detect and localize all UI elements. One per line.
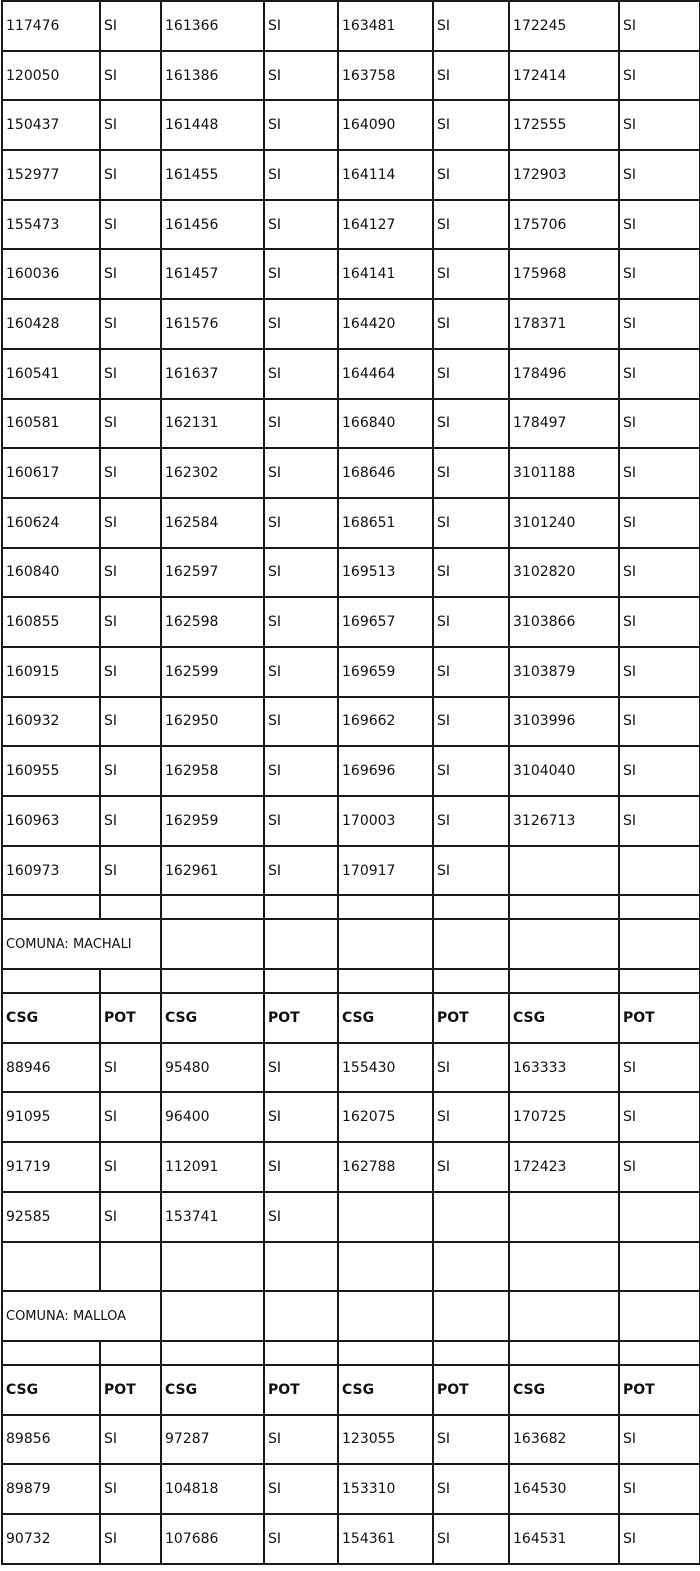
- csg-cell: 88946: [2, 1043, 100, 1093]
- pot-cell: SI: [433, 1464, 509, 1514]
- csg-header: CSG: [509, 993, 619, 1043]
- table-row: [2, 1, 700, 51]
- table-row: [2, 150, 700, 200]
- pot-header: POT: [264, 1365, 338, 1415]
- pot-cell: SI: [619, 399, 700, 449]
- table-row: [2, 498, 700, 548]
- pot-cell: SI: [619, 448, 700, 498]
- pot-cell: SI: [433, 498, 509, 548]
- pot-cell: SI: [264, 100, 338, 150]
- csg-cell: 161448: [161, 100, 264, 150]
- csg-cell: 107686: [161, 1514, 264, 1564]
- table-row: [2, 746, 700, 796]
- empty-cell: [2, 1341, 100, 1365]
- csg-cell: 170917: [338, 846, 433, 896]
- pot-cell: SI: [100, 100, 161, 150]
- csg-cell: 120050: [2, 51, 100, 101]
- csg-cell: 162131: [161, 399, 264, 449]
- table-row: [2, 1192, 700, 1242]
- csg-cell: 162788: [338, 1142, 433, 1192]
- csg-cell: 90732: [2, 1514, 100, 1564]
- empty-cell: [338, 1341, 433, 1365]
- csg-cell: 162599: [161, 647, 264, 697]
- csg-cell: 3102820: [509, 548, 619, 598]
- pot-header: POT: [619, 1365, 700, 1415]
- csg-cell: 160915: [2, 647, 100, 697]
- csg-cell: 172414: [509, 51, 619, 101]
- csg-cell: 160963: [2, 796, 100, 846]
- pot-cell: SI: [264, 647, 338, 697]
- pot-cell: SI: [619, 100, 700, 150]
- pot-cell: SI: [264, 1464, 338, 1514]
- csg-cell: 3103879: [509, 647, 619, 697]
- csg-cell: 96400: [161, 1092, 264, 1142]
- pot-cell: SI: [100, 299, 161, 349]
- pot-cell: SI: [100, 399, 161, 449]
- pot-cell: SI: [100, 448, 161, 498]
- csg-cell: 3101188: [509, 448, 619, 498]
- csg-cell: 163333: [509, 1043, 619, 1093]
- csg-cell: 155430: [338, 1043, 433, 1093]
- pot-cell: SI: [433, 299, 509, 349]
- empty-cell: [100, 895, 161, 919]
- pot-cell: SI: [619, 200, 700, 250]
- csg-cell: 89856: [2, 1415, 100, 1465]
- pot-cell: SI: [619, 697, 700, 747]
- empty-cell: [338, 1242, 433, 1292]
- empty-cell: [433, 919, 509, 969]
- pot-cell: SI: [264, 1192, 338, 1242]
- csg-cell: 163481: [338, 1, 433, 51]
- pot-cell: SI: [619, 1415, 700, 1465]
- pot-cell: SI: [100, 498, 161, 548]
- pot-cell: SI: [619, 498, 700, 548]
- table-row: [2, 647, 700, 697]
- empty-cell: [100, 1242, 161, 1292]
- csg-cell: 172423: [509, 1142, 619, 1192]
- pot-cell: SI: [100, 1043, 161, 1093]
- csg-cell: 112091: [161, 1142, 264, 1192]
- csg-cell: 162075: [338, 1092, 433, 1142]
- empty-cell: [338, 969, 433, 993]
- pot-cell: SI: [264, 697, 338, 747]
- csg-cell: 160541: [2, 349, 100, 399]
- table-row: [2, 1092, 700, 1142]
- pot-cell: SI: [433, 647, 509, 697]
- pot-header: POT: [100, 1365, 161, 1415]
- empty-row: [2, 1242, 700, 1292]
- header-row: [2, 1365, 700, 1415]
- pot-cell: SI: [100, 1092, 161, 1142]
- empty-cell: [161, 1291, 264, 1341]
- table-row: [2, 1514, 700, 1564]
- empty-cell: [161, 919, 264, 969]
- pot-cell: SI: [264, 597, 338, 647]
- pot-cell: SI: [100, 1415, 161, 1465]
- empty-cell: [509, 1242, 619, 1292]
- csg-cell: 166840: [338, 399, 433, 449]
- pot-cell: SI: [100, 200, 161, 250]
- csg-cell: 3126713: [509, 796, 619, 846]
- csg-cell: 162950: [161, 697, 264, 747]
- pot-cell: SI: [619, 1043, 700, 1093]
- pot-cell: SI: [100, 1192, 161, 1242]
- csg-cell: 160036: [2, 249, 100, 299]
- csg-cell: 169513: [338, 548, 433, 598]
- empty-cell: [264, 969, 338, 993]
- csg-cell: 160855: [2, 597, 100, 647]
- pot-header: POT: [619, 993, 700, 1043]
- table-row: [2, 100, 700, 150]
- csg-cell: 168651: [338, 498, 433, 548]
- pot-cell: SI: [100, 1464, 161, 1514]
- csg-cell: 3103996: [509, 697, 619, 747]
- empty-cell: [619, 1242, 700, 1292]
- comuna-title: COMUNA: MALLOA: [2, 1291, 161, 1341]
- table-row: [2, 448, 700, 498]
- pot-cell: SI: [100, 249, 161, 299]
- csg-cell: 164531: [509, 1514, 619, 1564]
- pot-cell: SI: [264, 249, 338, 299]
- pot-cell: SI: [433, 846, 509, 896]
- pot-cell: SI: [619, 746, 700, 796]
- pot-cell: SI: [433, 349, 509, 399]
- pot-cell: SI: [619, 548, 700, 598]
- csg-cell: 150437: [2, 100, 100, 150]
- table-row: [2, 349, 700, 399]
- pot-cell: SI: [264, 846, 338, 896]
- csg-header: CSG: [509, 1365, 619, 1415]
- csg-cell: 169696: [338, 746, 433, 796]
- pot-cell: SI: [100, 150, 161, 200]
- csg-cell: 175706: [509, 200, 619, 250]
- pot-cell: SI: [433, 399, 509, 449]
- table-row: [2, 796, 700, 846]
- csg-cell: 161456: [161, 200, 264, 250]
- pot-cell: SI: [433, 200, 509, 250]
- table-row: [2, 399, 700, 449]
- csg-cell: 175968: [509, 249, 619, 299]
- pot-cell: SI: [433, 51, 509, 101]
- table-row: [2, 1142, 700, 1192]
- empty-cell: [338, 895, 433, 919]
- pot-cell: SI: [100, 548, 161, 598]
- csg-cell: 160581: [2, 399, 100, 449]
- csg-cell: 161386: [161, 51, 264, 101]
- pot-cell: SI: [619, 299, 700, 349]
- empty-row: [2, 969, 700, 993]
- csg-cell: 178371: [509, 299, 619, 349]
- pot-cell: SI: [433, 1092, 509, 1142]
- pot-cell: [619, 1192, 700, 1242]
- csg-header: CSG: [161, 1365, 264, 1415]
- pot-cell: SI: [100, 796, 161, 846]
- csg-cell: 160973: [2, 846, 100, 896]
- pot-cell: SI: [619, 150, 700, 200]
- pot-cell: SI: [264, 1415, 338, 1465]
- pot-cell: SI: [619, 249, 700, 299]
- pot-cell: SI: [433, 1415, 509, 1465]
- table-body: [2, 1, 700, 1564]
- pot-cell: SI: [264, 200, 338, 250]
- empty-cell: [264, 1341, 338, 1365]
- csg-cell: 89879: [2, 1464, 100, 1514]
- csg-cell: 152977: [2, 150, 100, 200]
- table-row: [2, 697, 700, 747]
- empty-cell: [619, 1291, 700, 1341]
- pot-cell: SI: [433, 697, 509, 747]
- table-row: [2, 1043, 700, 1093]
- empty-cell: [433, 969, 509, 993]
- pot-cell: SI: [433, 796, 509, 846]
- empty-cell: [264, 895, 338, 919]
- empty-row: [2, 895, 700, 919]
- empty-cell: [338, 919, 433, 969]
- csg-cell: 164127: [338, 200, 433, 250]
- csg-cell: 169662: [338, 697, 433, 747]
- empty-cell: [2, 895, 100, 919]
- empty-cell: [433, 1291, 509, 1341]
- csg-cell: 172245: [509, 1, 619, 51]
- empty-cell: [509, 1341, 619, 1365]
- empty-cell: [264, 1291, 338, 1341]
- pot-cell: SI: [264, 1514, 338, 1564]
- empty-cell: [264, 1242, 338, 1292]
- table-row: [2, 597, 700, 647]
- csg-cell: 162584: [161, 498, 264, 548]
- empty-cell: [161, 969, 264, 993]
- pot-cell: SI: [433, 1142, 509, 1192]
- csg-cell: 3101240: [509, 498, 619, 548]
- csg-cell: 97287: [161, 1415, 264, 1465]
- pot-header: POT: [100, 993, 161, 1043]
- csg-cell: [509, 846, 619, 896]
- csg-cell: 154361: [338, 1514, 433, 1564]
- empty-cell: [2, 1242, 100, 1292]
- csg-cell: 160617: [2, 448, 100, 498]
- pot-cell: SI: [433, 1514, 509, 1564]
- table-row: [2, 846, 700, 896]
- comuna-row: [2, 1291, 700, 1341]
- pot-cell: SI: [100, 846, 161, 896]
- pot-cell: SI: [100, 597, 161, 647]
- pot-cell: SI: [619, 1514, 700, 1564]
- pot-cell: SI: [433, 150, 509, 200]
- pot-cell: [619, 846, 700, 896]
- pot-cell: SI: [433, 597, 509, 647]
- table-row: [2, 51, 700, 101]
- csg-cell: 161457: [161, 249, 264, 299]
- pot-cell: SI: [433, 249, 509, 299]
- csg-cell: 162302: [161, 448, 264, 498]
- csg-header: CSG: [161, 993, 264, 1043]
- empty-cell: [2, 969, 100, 993]
- csg-cell: 168646: [338, 448, 433, 498]
- pot-header: POT: [433, 993, 509, 1043]
- pot-cell: SI: [619, 1, 700, 51]
- csg-cell: 160428: [2, 299, 100, 349]
- csg-cell: 153741: [161, 1192, 264, 1242]
- empty-cell: [619, 969, 700, 993]
- csg-header: CSG: [338, 1365, 433, 1415]
- csg-cell: 163682: [509, 1415, 619, 1465]
- table-row: [2, 299, 700, 349]
- csg-cell: 160932: [2, 697, 100, 747]
- pot-cell: SI: [264, 349, 338, 399]
- header-row: [2, 993, 700, 1043]
- pot-cell: SI: [100, 746, 161, 796]
- empty-cell: [619, 895, 700, 919]
- csg-cell: 153310: [338, 1464, 433, 1514]
- empty-cell: [161, 1341, 264, 1365]
- pot-cell: SI: [433, 1, 509, 51]
- csg-cell: 123055: [338, 1415, 433, 1465]
- pot-cell: SI: [264, 1, 338, 51]
- csg-cell: 161576: [161, 299, 264, 349]
- csg-cell: 170003: [338, 796, 433, 846]
- pot-cell: SI: [100, 1514, 161, 1564]
- pot-cell: SI: [433, 746, 509, 796]
- csg-cell: 164141: [338, 249, 433, 299]
- pot-cell: SI: [264, 498, 338, 548]
- csg-cell: 164114: [338, 150, 433, 200]
- csg-cell: 160624: [2, 498, 100, 548]
- empty-cell: [509, 1291, 619, 1341]
- pot-cell: SI: [433, 448, 509, 498]
- empty-cell: [433, 1341, 509, 1365]
- empty-cell: [619, 1341, 700, 1365]
- csg-cell: 117476: [2, 1, 100, 51]
- csg-cell: 92585: [2, 1192, 100, 1242]
- pot-cell: SI: [100, 647, 161, 697]
- csg-cell: 172903: [509, 150, 619, 200]
- pot-cell: SI: [619, 1142, 700, 1192]
- csg-cell: 162598: [161, 597, 264, 647]
- csg-cell: 164464: [338, 349, 433, 399]
- empty-row: [2, 1341, 700, 1365]
- pot-cell: SI: [433, 548, 509, 598]
- pot-cell: SI: [264, 746, 338, 796]
- empty-cell: [509, 969, 619, 993]
- pot-cell: SI: [264, 51, 338, 101]
- csg-cell: 164530: [509, 1464, 619, 1514]
- csg-cell: 91719: [2, 1142, 100, 1192]
- pot-cell: SI: [264, 299, 338, 349]
- pot-cell: SI: [433, 100, 509, 150]
- comuna-title: COMUNA: MACHALI: [2, 919, 161, 969]
- pot-cell: SI: [619, 51, 700, 101]
- pot-cell: SI: [619, 796, 700, 846]
- csg-cell: 95480: [161, 1043, 264, 1093]
- csg-cell: 170725: [509, 1092, 619, 1142]
- empty-cell: [264, 919, 338, 969]
- csg-cell: 164420: [338, 299, 433, 349]
- table-row: [2, 200, 700, 250]
- csg-cell: 162597: [161, 548, 264, 598]
- table-row: [2, 1415, 700, 1465]
- pot-cell: SI: [619, 1464, 700, 1514]
- pot-cell: SI: [264, 399, 338, 449]
- csg-cell: 91095: [2, 1092, 100, 1142]
- pot-cell: SI: [619, 647, 700, 697]
- csg-header: CSG: [2, 993, 100, 1043]
- csg-cell: 162958: [161, 746, 264, 796]
- pot-cell: SI: [433, 1043, 509, 1093]
- csg-cell: 162959: [161, 796, 264, 846]
- table-row: [2, 249, 700, 299]
- pot-cell: SI: [619, 349, 700, 399]
- empty-cell: [161, 1242, 264, 1292]
- csg-cell: 169659: [338, 647, 433, 697]
- pot-cell: SI: [264, 796, 338, 846]
- csg-header: CSG: [338, 993, 433, 1043]
- csg-cell: 161455: [161, 150, 264, 200]
- table-row: [2, 548, 700, 598]
- empty-cell: [619, 919, 700, 969]
- csg-cell: 3103866: [509, 597, 619, 647]
- empty-cell: [433, 1242, 509, 1292]
- pot-cell: SI: [264, 150, 338, 200]
- pot-cell: SI: [100, 51, 161, 101]
- empty-cell: [433, 895, 509, 919]
- empty-cell: [338, 1291, 433, 1341]
- pot-cell: SI: [100, 1142, 161, 1192]
- csg-cell: 3104040: [509, 746, 619, 796]
- pot-cell: SI: [264, 448, 338, 498]
- pot-cell: SI: [264, 1043, 338, 1093]
- csg-cell: 161366: [161, 1, 264, 51]
- pot-cell: SI: [264, 1092, 338, 1142]
- pot-cell: SI: [100, 349, 161, 399]
- csg-cell: 162961: [161, 846, 264, 896]
- pot-cell: SI: [264, 548, 338, 598]
- csg-cell: [338, 1192, 433, 1242]
- empty-cell: [100, 1341, 161, 1365]
- pot-header: POT: [264, 993, 338, 1043]
- pot-cell: [433, 1192, 509, 1242]
- csg-cell: 155473: [2, 200, 100, 250]
- csg-cell: 160955: [2, 746, 100, 796]
- csg-cell: 164090: [338, 100, 433, 150]
- csg-cell: 161637: [161, 349, 264, 399]
- csg-cell: 160840: [2, 548, 100, 598]
- pot-cell: SI: [264, 1142, 338, 1192]
- csg-cell: 178496: [509, 349, 619, 399]
- empty-cell: [100, 969, 161, 993]
- empty-cell: [509, 919, 619, 969]
- pot-header: POT: [433, 1365, 509, 1415]
- csg-cell: [509, 1192, 619, 1242]
- pot-cell: SI: [619, 1092, 700, 1142]
- pot-cell: SI: [100, 1, 161, 51]
- pot-cell: SI: [619, 597, 700, 647]
- empty-cell: [509, 895, 619, 919]
- csg-pot-table: [1, 0, 700, 1565]
- comuna-row: [2, 919, 700, 969]
- csg-cell: 172555: [509, 100, 619, 150]
- empty-cell: [161, 895, 264, 919]
- csg-cell: 169657: [338, 597, 433, 647]
- table-row: [2, 1464, 700, 1514]
- csg-cell: 104818: [161, 1464, 264, 1514]
- csg-cell: 178497: [509, 399, 619, 449]
- csg-header: CSG: [2, 1365, 100, 1415]
- csg-cell: 163758: [338, 51, 433, 101]
- pot-cell: SI: [100, 697, 161, 747]
